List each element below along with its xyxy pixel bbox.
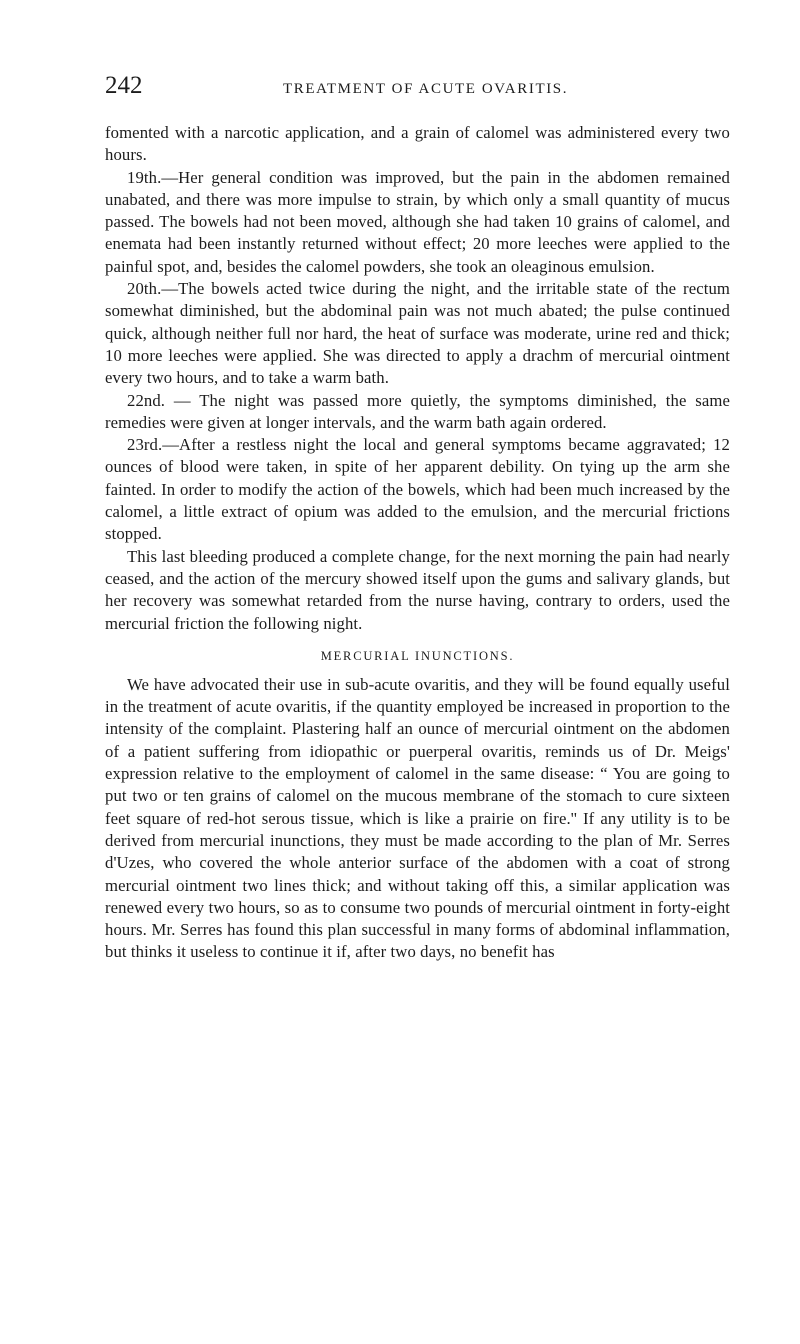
section-heading: MERCURIAL INUNCTIONS. <box>320 648 515 663</box>
page-number: 242 <box>105 72 143 99</box>
running-title: TREATMENT OF ACUTE OVARITIS. <box>283 81 569 97</box>
paragraph: 20th.—The bowels acted twice during the night, and the irritable state of the rectum somewhat diminished, but the abdominal pain was not much abated; the pulse continued quick, although neither full nor hard, the heat of surface was moderate, urine red and thick; 10 more leeches were applied. She was directed to apply a drachm of mercurial ointment every two hours, and to take a warm bath. <box>105 279 730 388</box>
paragraph: fomented with a narcotic application, and a grain of calomel was administered every two hours. <box>105 123 730 165</box>
paragraph: We have advocated their use in sub-acute ovaritis, and they will be found equally useful in the treatment of acute ovaritis, if the quantity employed be increased in proportion to the intensity of the complaint. Plastering half an ounce of mercurial ointment on the abdomen of a patient suffering from idiopathic or puerperal ovaritis, reminds us of Dr. Meigs' expression relative to the employment of calomel in the same disease: “ You are going to put two or ten grains of calomel on the mucous membrane of the stomach to cure sixteen feet square of red-hot serous tissue, which is like a prairie on fire.'' If any utility is to be derived from mercurial inunctions, they must be made according to the plan of Mr. Serres d'Uzes, who covered the whole anterior surface of the abdomen with a coat of strong mercurial ointment two lines thick; and without taking off this, a similar application was renewed every two hours, so as to consume two pounds of mercurial ointment in forty-eight hours. Mr. Serres has found this plan successful in many forms of abdominal inflammation, but thinks it useless to continue it if, after two days, no benefit has <box>105 674 730 962</box>
paragraph: 22nd. — The night was passed more quietly, the symptoms diminished, the same remedies were given at longer intervals, and the warm bath again ordered. <box>105 390 730 432</box>
paragraph: This last bleeding produced a complete change, for the next morning the pain had nearly ceased, and the action of the mercury showed itself upon the gums and salivary glands, but her recovery was somewhat retarded from the nurse having, contrary to orders, used the mercurial friction the following night. <box>105 546 730 633</box>
paragraph: 23rd.—After a restless night the local and general symptoms became aggravated; 12 ounces of blood were taken, in spite of her apparent debility. On tying up the arm she fainted. In order to modify the action of the bowels, which had been much increased by the calomel, a little extract of opium was added to the emulsion, and the mercurial frictions stopped. <box>105 435 730 544</box>
paragraph: 19th.—Her general condition was improved, but the pain in the abdomen remained unabated, and there was more impulse to strain, by which only a small quantity of mucus passed. The bowels had not been moved, although she had taken 10 grains of calomel, and enemata had been instantly returned without effect; 20 more leeches were applied to the painful spot, and, besides the calomel powders, she took an oleaginous emulsion. <box>105 167 730 276</box>
body-text <box>105 122 730 964</box>
page-header <box>105 72 730 106</box>
